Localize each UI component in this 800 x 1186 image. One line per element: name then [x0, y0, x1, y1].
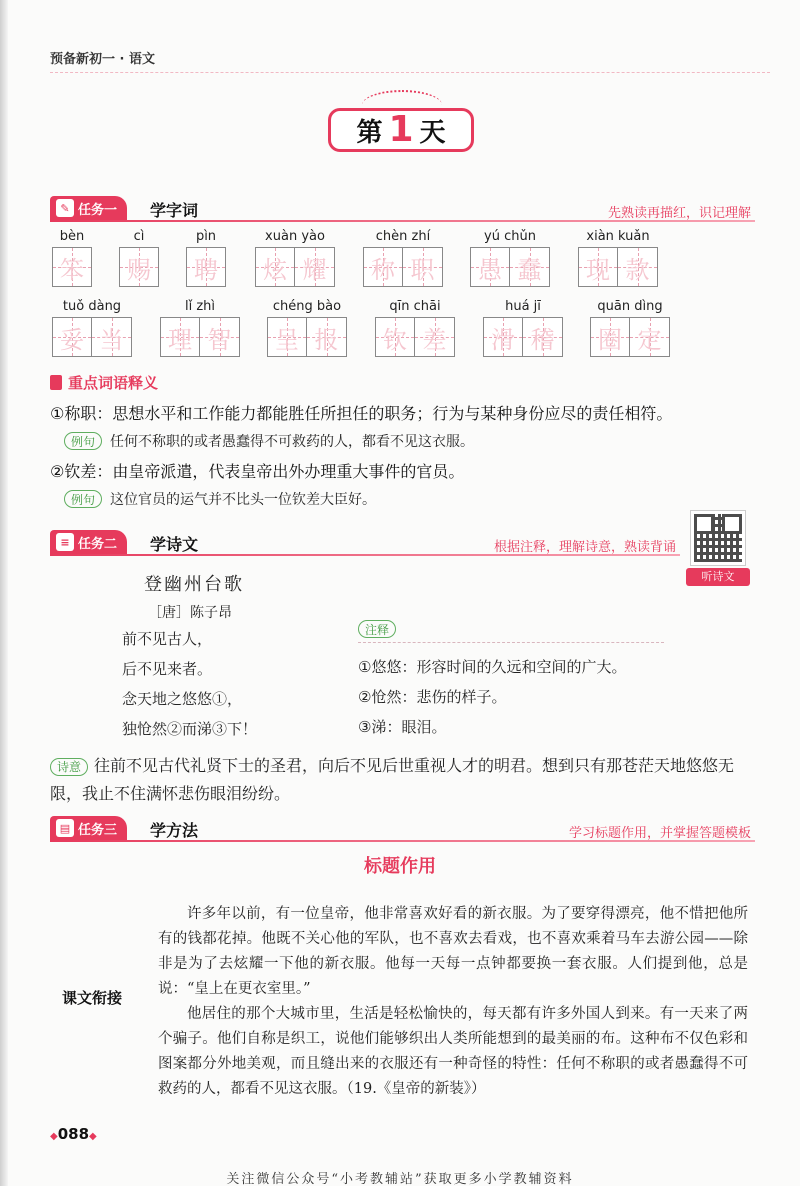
meaning-text: 往前不见古代礼贤下士的圣君，向后不见后世重视人才的明君。想到只有那苍茫天地悠悠无限，我止不住满怀悲伤眼泪纷纷。: [50, 756, 735, 803]
vocab-example-2: [64, 489, 376, 509]
tracing-cell: [415, 317, 455, 357]
pinyin-label: pìn: [195, 229, 217, 244]
meaning-badge: 诗意: [50, 758, 88, 776]
writing-grid: [578, 247, 658, 287]
pinyin-label: tuǒ dàng: [62, 299, 122, 314]
scroll-icon: ≡: [56, 533, 74, 551]
pinyin-label: lǐ zhì: [184, 299, 216, 314]
footer-note: 关注微信公众号“小考教辅站”获取更多小学教辅资料: [226, 1172, 574, 1186]
word-grid-item: [375, 299, 455, 357]
task2-tag-label: 任务二: [78, 536, 118, 552]
tracing-cell: [255, 247, 295, 287]
poem-line: 念天地之悠悠①，: [122, 690, 243, 708]
header-divider: [50, 72, 770, 73]
poem-line: 独怆然②而涕③下！: [122, 720, 258, 738]
tracing-cell: [119, 247, 159, 287]
tracing-character: 炫: [263, 255, 287, 284]
task1-tip: 先熟读再描红，识记理解: [607, 206, 751, 221]
writing-grid: [52, 247, 92, 287]
writing-grid: [255, 247, 335, 287]
word-grid-item: [119, 229, 159, 287]
tracing-character: 圈: [598, 325, 622, 354]
note-item: ②怆然：悲伤的样子。: [358, 688, 507, 706]
tracing-character: 笨: [60, 255, 84, 284]
pinyin-label: huá jī: [505, 299, 541, 314]
pinyin-label: bèn: [59, 229, 85, 244]
tracing-cell: [186, 247, 226, 287]
pinyin-label: xiàn kuǎn: [586, 229, 650, 244]
tracing-cell: [483, 317, 523, 357]
poem-meaning: [50, 752, 755, 808]
side-label: 课文衔接: [62, 989, 123, 1007]
writing-grid: [186, 247, 226, 287]
tracing-cell: [200, 317, 240, 357]
page-number: [50, 1125, 97, 1143]
task1-title: 学字词: [150, 201, 199, 220]
vocab-heading-label: 重点词语释义: [68, 374, 159, 392]
tracing-character: 稽: [530, 325, 555, 354]
poem-title: 登幽州台歌: [144, 574, 244, 595]
poem-line: 后不见来者。: [122, 660, 213, 678]
word-grid-item: [160, 299, 240, 357]
vocab-example-1: [64, 431, 474, 451]
notes-divider: [358, 642, 664, 643]
tracing-cell: [267, 317, 307, 357]
pinyin-label: chéng bào: [272, 299, 342, 314]
day-badge: [328, 108, 474, 152]
story-paragraph: 他居住的那个大城市里，生活是轻松愉快的，每天都有许多外国人到来。有一天来了两个骗子。他们自称是织工，说他们能够织出人类所能想到的最美丽的布。这种布不仅色彩和图案都分外地美观，而且缝出来的衣服还有一种奇怪的特性：任何不称职的或者愚蠢得不可救药的人，都看不见这衣服。（19.《皇帝的新装》）: [158, 1006, 748, 1097]
tracing-character: 定: [637, 325, 662, 354]
word-grid-item: [255, 229, 335, 287]
tracing-cell: [295, 247, 335, 287]
task3-title: 学方法: [150, 821, 199, 840]
task3-tag-label: 任务三: [78, 822, 118, 838]
example-text: 这位官员的运气并不比头一位钦差大臣好。: [110, 492, 377, 508]
qr-code-pattern: [694, 514, 742, 562]
writing-grid: [160, 317, 240, 357]
writing-grid: [267, 317, 347, 357]
page-number-text: 088: [57, 1125, 90, 1143]
pinyin-label: xuàn yào: [265, 229, 325, 244]
tracing-cell: [630, 317, 670, 357]
writing-grid: [119, 247, 159, 287]
pinyin-label: quān dìng: [597, 299, 663, 314]
tracing-character: 差: [422, 325, 447, 354]
word-grid-item: [590, 299, 670, 357]
page-edge-shadow: [0, 0, 8, 1186]
story-paragraph: 许多年以前，有一位皇帝，他非常喜欢好看的新衣服。为了要穿得漂亮，他不惜把他所有的钱都花掉。他既不关心他的军队，也不喜欢去看戏，也不喜欢乘着马车去游公园——除非是为了去炫耀一下他的新衣服。他每一天每一点钟都要换一套衣服。人们提到他，总是说：“皇上在更衣室里。”: [158, 906, 748, 997]
task3-header: [50, 816, 755, 842]
word-grid-item: [186, 229, 226, 287]
task2-title: 学诗文: [150, 535, 199, 554]
tracing-cell: [470, 247, 510, 287]
notes-badge: 注释: [358, 620, 396, 638]
diamond-icon: ◆: [50, 1131, 58, 1142]
tracing-character: 愚: [478, 255, 502, 284]
writing-grid: [363, 247, 443, 287]
tracing-cell: [618, 247, 658, 287]
word-grid-item: [578, 229, 658, 287]
day-number: 1: [388, 109, 414, 150]
tracing-character: 滑: [491, 325, 515, 354]
vocab-definition-2: ②钦差：由皇帝派遣，代表皇帝出外办理重大事件的官员。: [50, 462, 465, 481]
book-icon: ▤: [56, 819, 74, 837]
tracing-character: 妥: [60, 325, 84, 354]
tracing-character: 职: [410, 255, 435, 284]
tracing-character: 蠢: [517, 255, 542, 284]
tracing-cell: [403, 247, 443, 287]
task1-tag: [50, 196, 127, 220]
example-badge: 例句: [64, 432, 102, 450]
task2-tag: [50, 530, 127, 554]
pinyin-label: chèn zhí: [375, 229, 431, 244]
vocab-heading: [50, 372, 158, 393]
writing-grid: [483, 317, 563, 357]
writing-grid: [590, 317, 670, 357]
tracing-character: 赐: [127, 255, 151, 284]
writing-grid: [470, 247, 550, 287]
note-item: ③涕：眼泪。: [358, 718, 447, 736]
task2-header: [50, 530, 680, 556]
task2-tip: 根据注释，理解诗意，熟读背诵: [493, 540, 676, 555]
poem-line: 前不见古人，: [122, 630, 213, 648]
tracing-character: 呈: [275, 325, 299, 354]
task1-header: [50, 196, 755, 222]
writing-grid: [52, 317, 132, 357]
writing-grid: [375, 317, 455, 357]
task1-tag-label: 任务一: [78, 202, 118, 218]
book-icon: [50, 375, 62, 390]
tracing-character: 理: [168, 325, 192, 354]
word-grid-item: [52, 229, 92, 287]
listen-poem-button[interactable]: 听诗文: [686, 568, 750, 586]
example-badge: 例句: [64, 490, 102, 508]
tracing-character: 耀: [302, 255, 327, 284]
section-title: 标题作用: [364, 856, 436, 877]
running-header: 预备新初一 · 语文: [50, 52, 155, 67]
tracing-cell: [52, 317, 92, 357]
tracing-cell: [523, 317, 563, 357]
day-suffix: 天: [419, 117, 446, 148]
pinyin-label: yú chǔn: [484, 229, 536, 244]
task3-tag: [50, 816, 127, 840]
task3-tip: 学习标题作用，并掌握答题模板: [568, 826, 751, 841]
word-grid-item: [363, 229, 443, 287]
tracing-cell: [52, 247, 92, 287]
day-prefix: 第: [356, 117, 383, 148]
tracing-character: 报: [314, 325, 339, 354]
example-text: 任何不称职的或者愚蠢得不可救药的人，都看不见这衣服。: [110, 434, 475, 450]
tracing-cell: [160, 317, 200, 357]
tracing-cell: [375, 317, 415, 357]
tracing-character: 当: [99, 325, 124, 354]
word-grid-item: [52, 299, 132, 357]
note-item: ①悠悠：形容时间的久远和空间的广大。: [358, 658, 627, 676]
qr-code[interactable]: [690, 510, 746, 566]
tracing-character: 钦: [383, 325, 407, 354]
tracing-character: 现: [586, 255, 610, 284]
pinyin-label: qīn chāi: [389, 299, 441, 314]
poem-author: ［唐］陈子昂: [148, 605, 232, 621]
tracing-cell: [590, 317, 630, 357]
tracing-cell: [510, 247, 550, 287]
pen-icon: ✎: [56, 199, 74, 217]
word-grid-item: [483, 299, 563, 357]
tracing-cell: [307, 317, 347, 357]
tracing-character: 智: [207, 325, 232, 354]
tracing-cell: [363, 247, 403, 287]
tracing-character: 聘: [194, 255, 218, 284]
tracing-character: 称: [371, 255, 395, 284]
tracing-character: 款: [625, 255, 650, 284]
vocab-definition-1: ①称职：思想水平和工作能力都能胜任所担任的职务；行为与某种身份应尽的责任相符。: [50, 404, 673, 423]
diamond-icon: ◆: [89, 1131, 97, 1142]
tracing-cell: [92, 317, 132, 357]
pinyin-label: cì: [133, 229, 145, 244]
story-excerpt: [158, 902, 748, 1102]
word-grid-item: [267, 299, 347, 357]
word-grid-item: [470, 229, 550, 287]
tracing-cell: [578, 247, 618, 287]
